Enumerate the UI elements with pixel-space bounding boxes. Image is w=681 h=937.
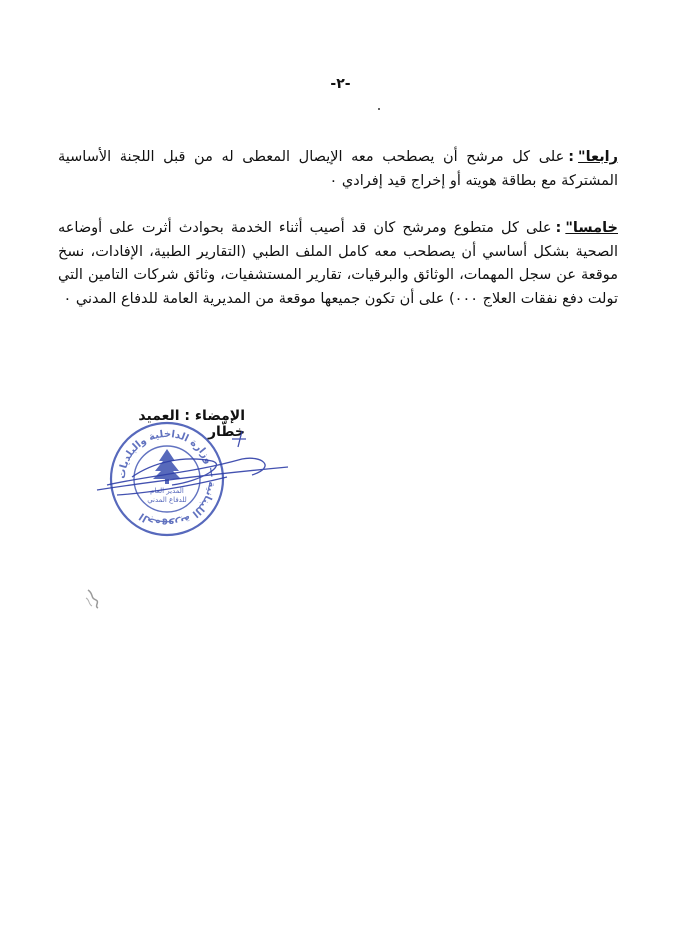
stray-dot — [378, 108, 380, 110]
section-fourth-colon: : — [568, 149, 575, 165]
section-fifth — [58, 217, 618, 311]
section-fifth-text: على كل متطوع ومرشح كان قد أصيب أثناء الخدمة بحوادث أثرت على أوضاعه الصحية بشكل أساسي أن يصطحب معه كامل الملف الطبي (التقارير الطبية، الإفادات، نسخ موقعة عن سجل المهمات، الوثائق والبرقيات، تقارير المستشفيات، وثائق شركات التامين التي تولت دفع نفقات العلاج ٠٠٠) على أن تكون جميعها موقعة من المديرية العامة للدفاع المدني ٠ — [58, 220, 618, 307]
section-fourth-text: على كل مرشح أن يصطحب معه الإيصال المعطى له من قبل اللجنة الأساسية المشتركة مع بطاقة هويته أو إخراج قيد إفرادي ٠ — [58, 149, 618, 189]
page-number: -٢- — [330, 76, 351, 92]
stamp-inner-text-1: المدير العام — [150, 487, 184, 495]
section-fourth — [58, 146, 618, 193]
official-stamp — [92, 415, 292, 545]
stamp-outer-text: الجمهورية اللبنانية — وزارة الداخلية والبلديات — [116, 428, 218, 530]
section-fifth-label: خامسا" — [565, 220, 618, 236]
stamp-inner-text-2: للدفاع المدني — [147, 496, 187, 504]
paper-smudge — [84, 588, 104, 610]
signature-line: الإمضاء : العميد خطّار — [138, 408, 245, 440]
section-fourth-label: رابعا" — [578, 149, 618, 165]
section-fifth-colon: : — [555, 220, 562, 236]
